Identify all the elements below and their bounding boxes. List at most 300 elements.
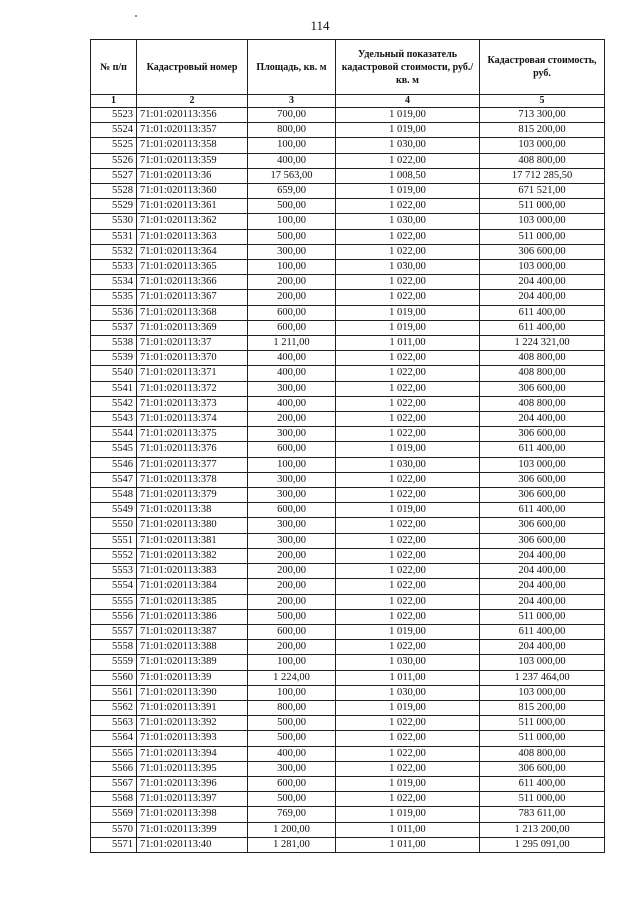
table-row — [91, 685, 605, 700]
cadastral-number: 71:01:020113:386 — [137, 609, 248, 624]
row-index: 5534 — [91, 275, 137, 290]
area-value: 200,00 — [248, 412, 336, 427]
cadastral-cost: 611 400,00 — [480, 503, 605, 518]
area-value: 700,00 — [248, 108, 336, 123]
unit-value: 1 022,00 — [336, 579, 480, 594]
area-value: 1 200,00 — [248, 822, 336, 837]
row-index: 5552 — [91, 548, 137, 563]
unit-value: 1 019,00 — [336, 503, 480, 518]
row-index: 5533 — [91, 260, 137, 275]
cadastral-number: 71:01:020113:391 — [137, 700, 248, 715]
area-value: 300,00 — [248, 533, 336, 548]
cadastral-number: 71:01:020113:368 — [137, 305, 248, 320]
row-index: 5540 — [91, 366, 137, 381]
cadastral-cost: 17 712 285,50 — [480, 168, 605, 183]
cadastral-number: 71:01:020113:377 — [137, 457, 248, 472]
header-cadastral-number: Кадастровый номер — [137, 40, 248, 95]
cadastral-number: 71:01:020113:397 — [137, 792, 248, 807]
cadastral-number: 71:01:020113:37 — [137, 336, 248, 351]
area-value: 400,00 — [248, 366, 336, 381]
area-value: 500,00 — [248, 609, 336, 624]
row-index: 5530 — [91, 214, 137, 229]
cadastral-cost: 306 600,00 — [480, 427, 605, 442]
header-unit-value: Удельный показатель кадастровой стоимости, руб./кв. м — [336, 40, 480, 95]
unit-value: 1 019,00 — [336, 776, 480, 791]
row-index: 5532 — [91, 244, 137, 259]
row-index: 5551 — [91, 533, 137, 548]
unit-value: 1 030,00 — [336, 138, 480, 153]
cadastral-cost: 103 000,00 — [480, 655, 605, 670]
table-row — [91, 594, 605, 609]
cadastral-cost: 611 400,00 — [480, 624, 605, 639]
area-value: 100,00 — [248, 260, 336, 275]
cadastral-cost: 204 400,00 — [480, 594, 605, 609]
area-value: 300,00 — [248, 488, 336, 503]
cadastral-cost: 408 800,00 — [480, 746, 605, 761]
cadastral-number: 71:01:020113:379 — [137, 488, 248, 503]
cadastral-number: 71:01:020113:373 — [137, 396, 248, 411]
cadastral-number: 71:01:020113:384 — [137, 579, 248, 594]
row-index: 5544 — [91, 427, 137, 442]
cadastral-value-table — [90, 39, 605, 853]
row-index: 5554 — [91, 579, 137, 594]
row-index: 5549 — [91, 503, 137, 518]
table-row — [91, 731, 605, 746]
unit-value: 1 022,00 — [336, 229, 480, 244]
area-value: 400,00 — [248, 746, 336, 761]
cadastral-cost: 511 000,00 — [480, 609, 605, 624]
unit-value: 1 022,00 — [336, 396, 480, 411]
row-index: 5568 — [91, 792, 137, 807]
cadastral-number: 71:01:020113:375 — [137, 427, 248, 442]
cadastral-cost: 204 400,00 — [480, 564, 605, 579]
area-value: 300,00 — [248, 244, 336, 259]
unit-value: 1 022,00 — [336, 594, 480, 609]
table-row — [91, 199, 605, 214]
cadastral-number: 71:01:020113:396 — [137, 776, 248, 791]
row-index: 5537 — [91, 320, 137, 335]
unit-value: 1 011,00 — [336, 670, 480, 685]
header-index: № п/п — [91, 40, 137, 95]
area-value: 17 563,00 — [248, 168, 336, 183]
table-row — [91, 503, 605, 518]
cadastral-number: 71:01:020113:367 — [137, 290, 248, 305]
area-value: 200,00 — [248, 290, 336, 305]
unit-value: 1 022,00 — [336, 533, 480, 548]
area-value: 1 281,00 — [248, 837, 336, 852]
unit-value: 1 022,00 — [336, 366, 480, 381]
row-index: 5547 — [91, 472, 137, 487]
cadastral-cost: 103 000,00 — [480, 138, 605, 153]
cadastral-cost: 204 400,00 — [480, 275, 605, 290]
area-value: 600,00 — [248, 503, 336, 518]
area-value: 600,00 — [248, 624, 336, 639]
table-row — [91, 670, 605, 685]
table-body — [91, 108, 605, 853]
unit-value: 1 019,00 — [336, 624, 480, 639]
area-value: 100,00 — [248, 138, 336, 153]
cadastral-cost: 1 224 321,00 — [480, 336, 605, 351]
cadastral-cost: 408 800,00 — [480, 351, 605, 366]
cadastral-cost: 204 400,00 — [480, 290, 605, 305]
row-index: 5529 — [91, 199, 137, 214]
area-value: 400,00 — [248, 351, 336, 366]
cadastral-cost: 611 400,00 — [480, 776, 605, 791]
row-index: 5559 — [91, 655, 137, 670]
row-index: 5525 — [91, 138, 137, 153]
column-number-row — [91, 95, 605, 108]
unit-value: 1 011,00 — [336, 837, 480, 852]
row-index: 5563 — [91, 716, 137, 731]
row-index: 5571 — [91, 837, 137, 852]
area-value: 600,00 — [248, 320, 336, 335]
row-index: 5569 — [91, 807, 137, 822]
table-row — [91, 244, 605, 259]
table-row — [91, 442, 605, 457]
cadastral-cost: 1 237 464,00 — [480, 670, 605, 685]
cadastral-number: 71:01:020113:381 — [137, 533, 248, 548]
table-row — [91, 214, 605, 229]
cadastral-number: 71:01:020113:36 — [137, 168, 248, 183]
unit-value: 1 030,00 — [336, 214, 480, 229]
unit-value: 1 022,00 — [336, 199, 480, 214]
table-row — [91, 776, 605, 791]
cadastral-number: 71:01:020113:383 — [137, 564, 248, 579]
area-value: 500,00 — [248, 731, 336, 746]
cadastral-number: 71:01:020113:362 — [137, 214, 248, 229]
unit-value: 1 022,00 — [336, 640, 480, 655]
cadastral-cost: 1 213 200,00 — [480, 822, 605, 837]
table-row — [91, 412, 605, 427]
unit-value: 1 019,00 — [336, 442, 480, 457]
unit-value: 1 022,00 — [336, 351, 480, 366]
cadastral-number: 71:01:020113:388 — [137, 640, 248, 655]
cadastral-cost: 408 800,00 — [480, 366, 605, 381]
table-row — [91, 533, 605, 548]
unit-value: 1 022,00 — [336, 609, 480, 624]
cadastral-cost: 103 000,00 — [480, 260, 605, 275]
table-row — [91, 396, 605, 411]
cadastral-cost: 611 400,00 — [480, 305, 605, 320]
area-value: 600,00 — [248, 776, 336, 791]
row-index: 5535 — [91, 290, 137, 305]
header-area: Площадь, кв. м — [248, 40, 336, 95]
cadastral-number: 71:01:020113:372 — [137, 381, 248, 396]
cadastral-cost: 306 600,00 — [480, 533, 605, 548]
unit-value: 1 030,00 — [336, 260, 480, 275]
area-value: 800,00 — [248, 123, 336, 138]
area-value: 200,00 — [248, 640, 336, 655]
table-row — [91, 123, 605, 138]
unit-value: 1 022,00 — [336, 746, 480, 761]
unit-value: 1 019,00 — [336, 320, 480, 335]
table-row — [91, 472, 605, 487]
area-value: 400,00 — [248, 396, 336, 411]
area-value: 300,00 — [248, 518, 336, 533]
area-value: 600,00 — [248, 442, 336, 457]
cadastral-number: 71:01:020113:376 — [137, 442, 248, 457]
cadastral-cost: 815 200,00 — [480, 123, 605, 138]
cadastral-number: 71:01:020113:40 — [137, 837, 248, 852]
row-index: 5566 — [91, 761, 137, 776]
page-number: 114 — [310, 18, 330, 33]
table-row — [91, 609, 605, 624]
cadastral-cost: 511 000,00 — [480, 792, 605, 807]
row-index: 5560 — [91, 670, 137, 685]
row-index: 5555 — [91, 594, 137, 609]
table-row — [91, 700, 605, 715]
row-index: 5567 — [91, 776, 137, 791]
cadastral-number: 71:01:020113:359 — [137, 153, 248, 168]
cadastral-number: 71:01:020113:374 — [137, 412, 248, 427]
unit-value: 1 022,00 — [336, 792, 480, 807]
unit-value: 1 022,00 — [336, 412, 480, 427]
cadastral-number: 71:01:020113:363 — [137, 229, 248, 244]
cadastral-cost: 204 400,00 — [480, 548, 605, 563]
cadastral-cost: 815 200,00 — [480, 700, 605, 715]
unit-value: 1 022,00 — [336, 153, 480, 168]
row-index: 5561 — [91, 685, 137, 700]
row-index: 5531 — [91, 229, 137, 244]
row-index: 5565 — [91, 746, 137, 761]
unit-value: 1 019,00 — [336, 305, 480, 320]
cadastral-number: 71:01:020113:371 — [137, 366, 248, 381]
column-number: 1 — [91, 95, 137, 108]
cadastral-number: 71:01:020113:39 — [137, 670, 248, 685]
row-index: 5526 — [91, 153, 137, 168]
cadastral-cost: 306 600,00 — [480, 761, 605, 776]
row-index: 5539 — [91, 351, 137, 366]
table-row — [91, 229, 605, 244]
row-index: 5542 — [91, 396, 137, 411]
table-row — [91, 108, 605, 123]
unit-value: 1 022,00 — [336, 716, 480, 731]
row-index: 5523 — [91, 108, 137, 123]
cadastral-cost: 306 600,00 — [480, 488, 605, 503]
area-value: 1 211,00 — [248, 336, 336, 351]
area-value: 500,00 — [248, 792, 336, 807]
column-number: 2 — [137, 95, 248, 108]
cadastral-number: 71:01:020113:361 — [137, 199, 248, 214]
table-row — [91, 807, 605, 822]
header-cadastral-cost: Кадастровая стоимость, руб. — [480, 40, 605, 95]
area-value: 800,00 — [248, 700, 336, 715]
cadastral-cost: 511 000,00 — [480, 199, 605, 214]
unit-value: 1 022,00 — [336, 275, 480, 290]
table-row — [91, 579, 605, 594]
unit-value: 1 019,00 — [336, 184, 480, 199]
area-value: 100,00 — [248, 214, 336, 229]
table-row — [91, 320, 605, 335]
table-row — [91, 746, 605, 761]
unit-value: 1 019,00 — [336, 807, 480, 822]
row-index: 5541 — [91, 381, 137, 396]
area-value: 100,00 — [248, 685, 336, 700]
table-row — [91, 837, 605, 852]
row-index: 5546 — [91, 457, 137, 472]
area-value: 769,00 — [248, 807, 336, 822]
row-index: 5528 — [91, 184, 137, 199]
table-row — [91, 153, 605, 168]
table-row — [91, 548, 605, 563]
row-index: 5550 — [91, 518, 137, 533]
area-value: 600,00 — [248, 305, 336, 320]
cadastral-cost: 511 000,00 — [480, 229, 605, 244]
row-index: 5558 — [91, 640, 137, 655]
unit-value: 1 022,00 — [336, 488, 480, 503]
cadastral-number: 71:01:020113:393 — [137, 731, 248, 746]
cadastral-cost: 713 300,00 — [480, 108, 605, 123]
area-value: 200,00 — [248, 579, 336, 594]
cadastral-number: 71:01:020113:398 — [137, 807, 248, 822]
row-index: 5543 — [91, 412, 137, 427]
cadastral-number: 71:01:020113:369 — [137, 320, 248, 335]
unit-value: 1 011,00 — [336, 822, 480, 837]
table-row — [91, 290, 605, 305]
unit-value: 1 008,50 — [336, 168, 480, 183]
area-value: 100,00 — [248, 457, 336, 472]
unit-value: 1 030,00 — [336, 655, 480, 670]
cadastral-number: 71:01:020113:357 — [137, 123, 248, 138]
cadastral-number: 71:01:020113:399 — [137, 822, 248, 837]
table-row — [91, 624, 605, 639]
area-value: 300,00 — [248, 472, 336, 487]
cadastral-cost: 511 000,00 — [480, 731, 605, 746]
table-row — [91, 366, 605, 381]
cadastral-number: 71:01:020113:395 — [137, 761, 248, 776]
table-row — [91, 822, 605, 837]
row-index: 5536 — [91, 305, 137, 320]
cadastral-cost: 306 600,00 — [480, 472, 605, 487]
table-row — [91, 351, 605, 366]
cadastral-number: 71:01:020113:364 — [137, 244, 248, 259]
unit-value: 1 022,00 — [336, 548, 480, 563]
table-row — [91, 138, 605, 153]
cadastral-number: 71:01:020113:385 — [137, 594, 248, 609]
row-index: 5524 — [91, 123, 137, 138]
cadastral-number: 71:01:020113:370 — [137, 351, 248, 366]
row-index: 5527 — [91, 168, 137, 183]
table-row — [91, 488, 605, 503]
table-row — [91, 655, 605, 670]
table-row — [91, 305, 605, 320]
cadastral-cost: 103 000,00 — [480, 457, 605, 472]
unit-value: 1 022,00 — [336, 518, 480, 533]
row-index: 5557 — [91, 624, 137, 639]
cadastral-cost: 204 400,00 — [480, 579, 605, 594]
row-index: 5548 — [91, 488, 137, 503]
cadastral-cost: 408 800,00 — [480, 396, 605, 411]
cadastral-cost: 611 400,00 — [480, 442, 605, 457]
cadastral-number: 71:01:020113:390 — [137, 685, 248, 700]
cadastral-number: 71:01:020113:360 — [137, 184, 248, 199]
unit-value: 1 022,00 — [336, 731, 480, 746]
area-value: 500,00 — [248, 229, 336, 244]
cadastral-number: 71:01:020113:392 — [137, 716, 248, 731]
row-index: 5564 — [91, 731, 137, 746]
column-number: 3 — [248, 95, 336, 108]
area-value: 400,00 — [248, 153, 336, 168]
cadastral-cost: 306 600,00 — [480, 518, 605, 533]
area-value: 200,00 — [248, 564, 336, 579]
cadastral-cost: 103 000,00 — [480, 685, 605, 700]
area-value: 300,00 — [248, 381, 336, 396]
table-row — [91, 564, 605, 579]
area-value: 100,00 — [248, 655, 336, 670]
area-value: 300,00 — [248, 761, 336, 776]
unit-value: 1 030,00 — [336, 457, 480, 472]
cadastral-number: 71:01:020113:38 — [137, 503, 248, 518]
cadastral-cost: 204 400,00 — [480, 412, 605, 427]
cadastral-number: 71:01:020113:389 — [137, 655, 248, 670]
unit-value: 1 022,00 — [336, 381, 480, 396]
cadastral-cost: 511 000,00 — [480, 716, 605, 731]
header-row — [91, 40, 605, 95]
unit-value: 1 019,00 — [336, 108, 480, 123]
unit-value: 1 022,00 — [336, 427, 480, 442]
row-index: 5538 — [91, 336, 137, 351]
unit-value: 1 011,00 — [336, 336, 480, 351]
cadastral-number: 71:01:020113:394 — [137, 746, 248, 761]
unit-value: 1 019,00 — [336, 123, 480, 138]
table-row — [91, 381, 605, 396]
row-index: 5545 — [91, 442, 137, 457]
table-row — [91, 457, 605, 472]
cadastral-cost: 103 000,00 — [480, 214, 605, 229]
table-row — [91, 275, 605, 290]
cadastral-cost: 306 600,00 — [480, 381, 605, 396]
table-row — [91, 184, 605, 199]
table-row — [91, 168, 605, 183]
cadastral-number: 71:01:020113:387 — [137, 624, 248, 639]
row-index: 5570 — [91, 822, 137, 837]
row-index: 5556 — [91, 609, 137, 624]
row-index: 5553 — [91, 564, 137, 579]
cadastral-cost: 408 800,00 — [480, 153, 605, 168]
area-value: 500,00 — [248, 716, 336, 731]
column-number: 4 — [336, 95, 480, 108]
cadastral-cost: 306 600,00 — [480, 244, 605, 259]
unit-value: 1 030,00 — [336, 685, 480, 700]
row-index: 5562 — [91, 700, 137, 715]
table-row — [91, 761, 605, 776]
table-row — [91, 518, 605, 533]
cadastral-cost: 611 400,00 — [480, 320, 605, 335]
table-row — [91, 427, 605, 442]
cadastral-cost: 671 521,00 — [480, 184, 605, 199]
cadastral-number: 71:01:020113:356 — [137, 108, 248, 123]
unit-value: 1 022,00 — [336, 564, 480, 579]
cadastral-number: 71:01:020113:378 — [137, 472, 248, 487]
unit-value: 1 019,00 — [336, 700, 480, 715]
unit-value: 1 022,00 — [336, 761, 480, 776]
table-row — [91, 640, 605, 655]
table-row — [91, 792, 605, 807]
cadastral-number: 71:01:020113:366 — [137, 275, 248, 290]
area-value: 200,00 — [248, 275, 336, 290]
unit-value: 1 022,00 — [336, 472, 480, 487]
cadastral-number: 71:01:020113:365 — [137, 260, 248, 275]
cadastral-number: 71:01:020113:380 — [137, 518, 248, 533]
scan-speck — [135, 15, 137, 17]
table-row — [91, 336, 605, 351]
table-row — [91, 260, 605, 275]
cadastral-cost: 1 295 091,00 — [480, 837, 605, 852]
unit-value: 1 022,00 — [336, 290, 480, 305]
cadastral-cost: 783 611,00 — [480, 807, 605, 822]
table-row — [91, 716, 605, 731]
column-number: 5 — [480, 95, 605, 108]
